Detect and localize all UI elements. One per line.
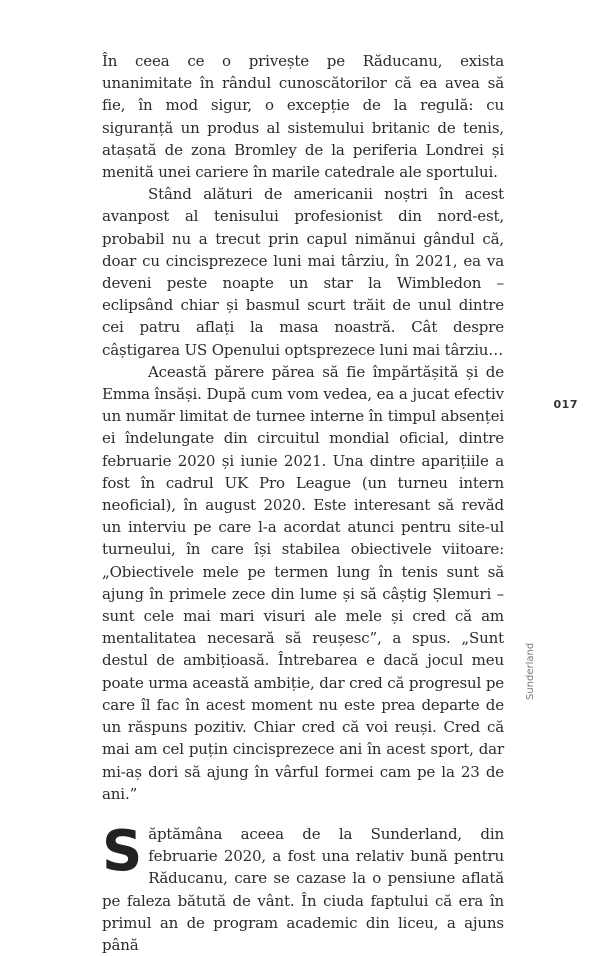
running-head: Sunderland: [525, 642, 536, 700]
paragraph: În ceea ce o privește pe Răducanu, exista unanimitate în rândul cunoscătorilor că ea avea să fie, în mod sigur, o excepție de la regulă: cu siguranță un produs al sistemului britanic de tenis, atașată de zona Bromley de la periferia Londrei și menită unei cariere în marile catedrale ale sportului.: [102, 52, 504, 182]
section-break: [102, 805, 504, 823]
section-opening-text: ăptămâna aceea de la Sunderland, din februarie 2020, a fost una relativ bună pentru Răducanu, care se cazase la o pensiune aflată pe faleza bătută de vânt. În ciuda faptului că era în primul an de program academic din liceu, a ajuns până: [102, 824, 504, 954]
drop-cap: S: [102, 818, 143, 884]
paragraph: Această părere părea să fie împărtășită și de Emma însăși. După cum vom vedea, ea a jucat efectiv un număr limitat de turnee interne în timpul absenței ei îndelungate din circuitul mondial oficial, dintre februarie 2020 și iunie 2021. Una dintre aparițiile a fost în cadrul UK Pro League (un turneu intern neoficial), în august 2020. Este interesant să revăd un interviu pe care l-a acordat atunci pentru site-ul turneului, în care își stabilea obiectivele viitoare: „Obiectivele mele pe termen lung în tenis sunt să ajung în primele zece din lume și să câștig Șlemuri – sunt cele mai mari visuri ale mele și cred că am mentalitatea necesară să reușesc”, a spus. „Sunt destul de ambițioasă. Întrebarea e dacă jocul meu poate urma această ambiție, dar cred că progresul pe care îl fac în acest moment nu este prea departe de un răspuns pozitiv. Chiar cred că voi reuși. Cred că mai am cel puțin cincisprezece ani în acest sport, dar mi-aș dori să ajung în vârful formei cam pe la 23 de ani.”: [102, 362, 504, 803]
section-opening-paragraph: [102, 818, 504, 956]
paragraph: Stând alături de americanii noștri în acest avanpost al tenisului profesionist din nord-est, probabil nu a trecut prin capul nimănui gândul că, doar cu cincisprezece luni mai târziu, în 2021, ea va deveni peste noapte un star la Wimbledon – eclipsând chiar și basmul scurt trăit de unul dintre cei patru aflați la masa noastră. Cât despre câștigarea US Openului optsprezece luni mai târziu…: [102, 185, 504, 359]
page-number: 017: [553, 398, 578, 411]
body-text: [102, 50, 504, 956]
